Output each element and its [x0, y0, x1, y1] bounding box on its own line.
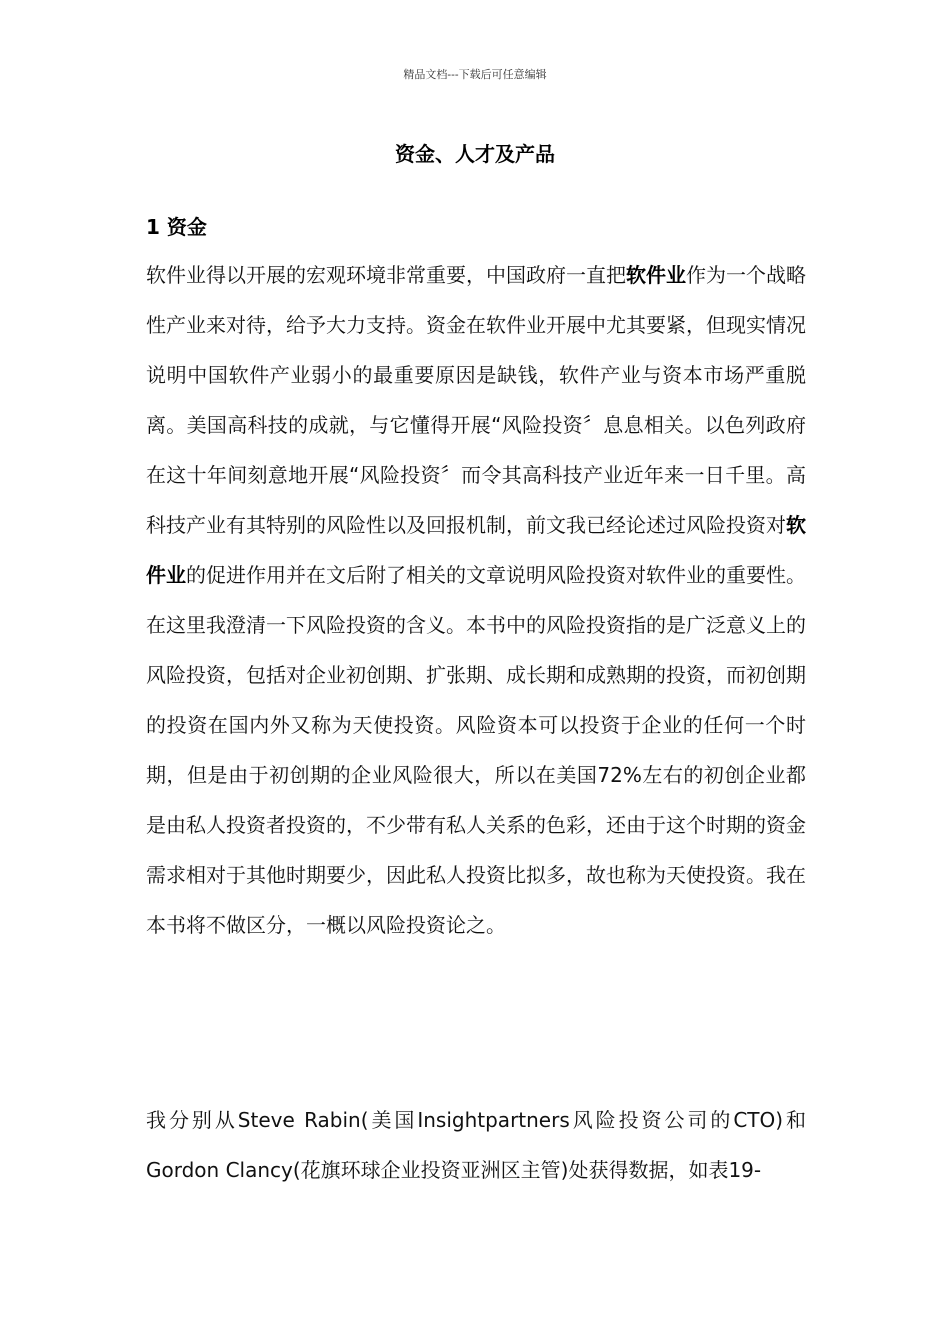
bold-keyword: 软件业 [146, 513, 806, 587]
body-paragraph-1 [146, 250, 806, 950]
paragraph-text: 软件业得以开展的宏观环境非常重要，中国政府一直把 [146, 263, 626, 287]
document-title: 资金、人才及产品 [395, 142, 555, 166]
paragraph-text: 作为一个战略性产业来对待，给予大力支持。资金在软件业开展中尤其要紧，但现实情况说明中国软件产业弱小的最重要原因是缺钱，软件产业与资本市场严重脱离。美国高科技的成就，与它懂得开展“风险投资〞息息相关。以色列政府在这十年间刻意地开展“风险投资〞而令其高科技产业近年来一日千里。高科技产业有其特别的风险性以及回报机制，前文我已经论述过风险投资对 [146, 263, 806, 537]
body-paragraph-2: 我分别从Steve Rabin(美国Insightpartners风险投资公司的CTO)和Gordon Clancy(花旗环球企业投资亚洲区主管)处获得数据，如表19- [146, 1108, 806, 1182]
section-heading: 1 资金 [146, 215, 207, 239]
paragraph-text: 的促进作用并在文后附了相关的文章说明风险投资对软件业的重要性。在这里我澄清一下风险投资的含义。本书中的风险投资指的是广泛意义上的风险投资，包括对企业初创期、扩张期、成长期和成熟期的投资，而初创期的投资在国内外又称为天使投资。风险资本可以投资于企业的任何一个时期，但是由于初创期的企业风险很大，所以在美国72%左右的初创企业都是由私人投资者投资的，不少带有私人关系的色彩，还由于这个时期的资金需求相对于其他时期要少，因此私人投资比拟多，故也称为天使投资。我在本书将不做区分，一概以风险投资论之。 [146, 563, 806, 937]
page-header: 精品文档---下载后可任意编辑 [403, 68, 547, 81]
bold-keyword: 软件业 [626, 263, 686, 287]
